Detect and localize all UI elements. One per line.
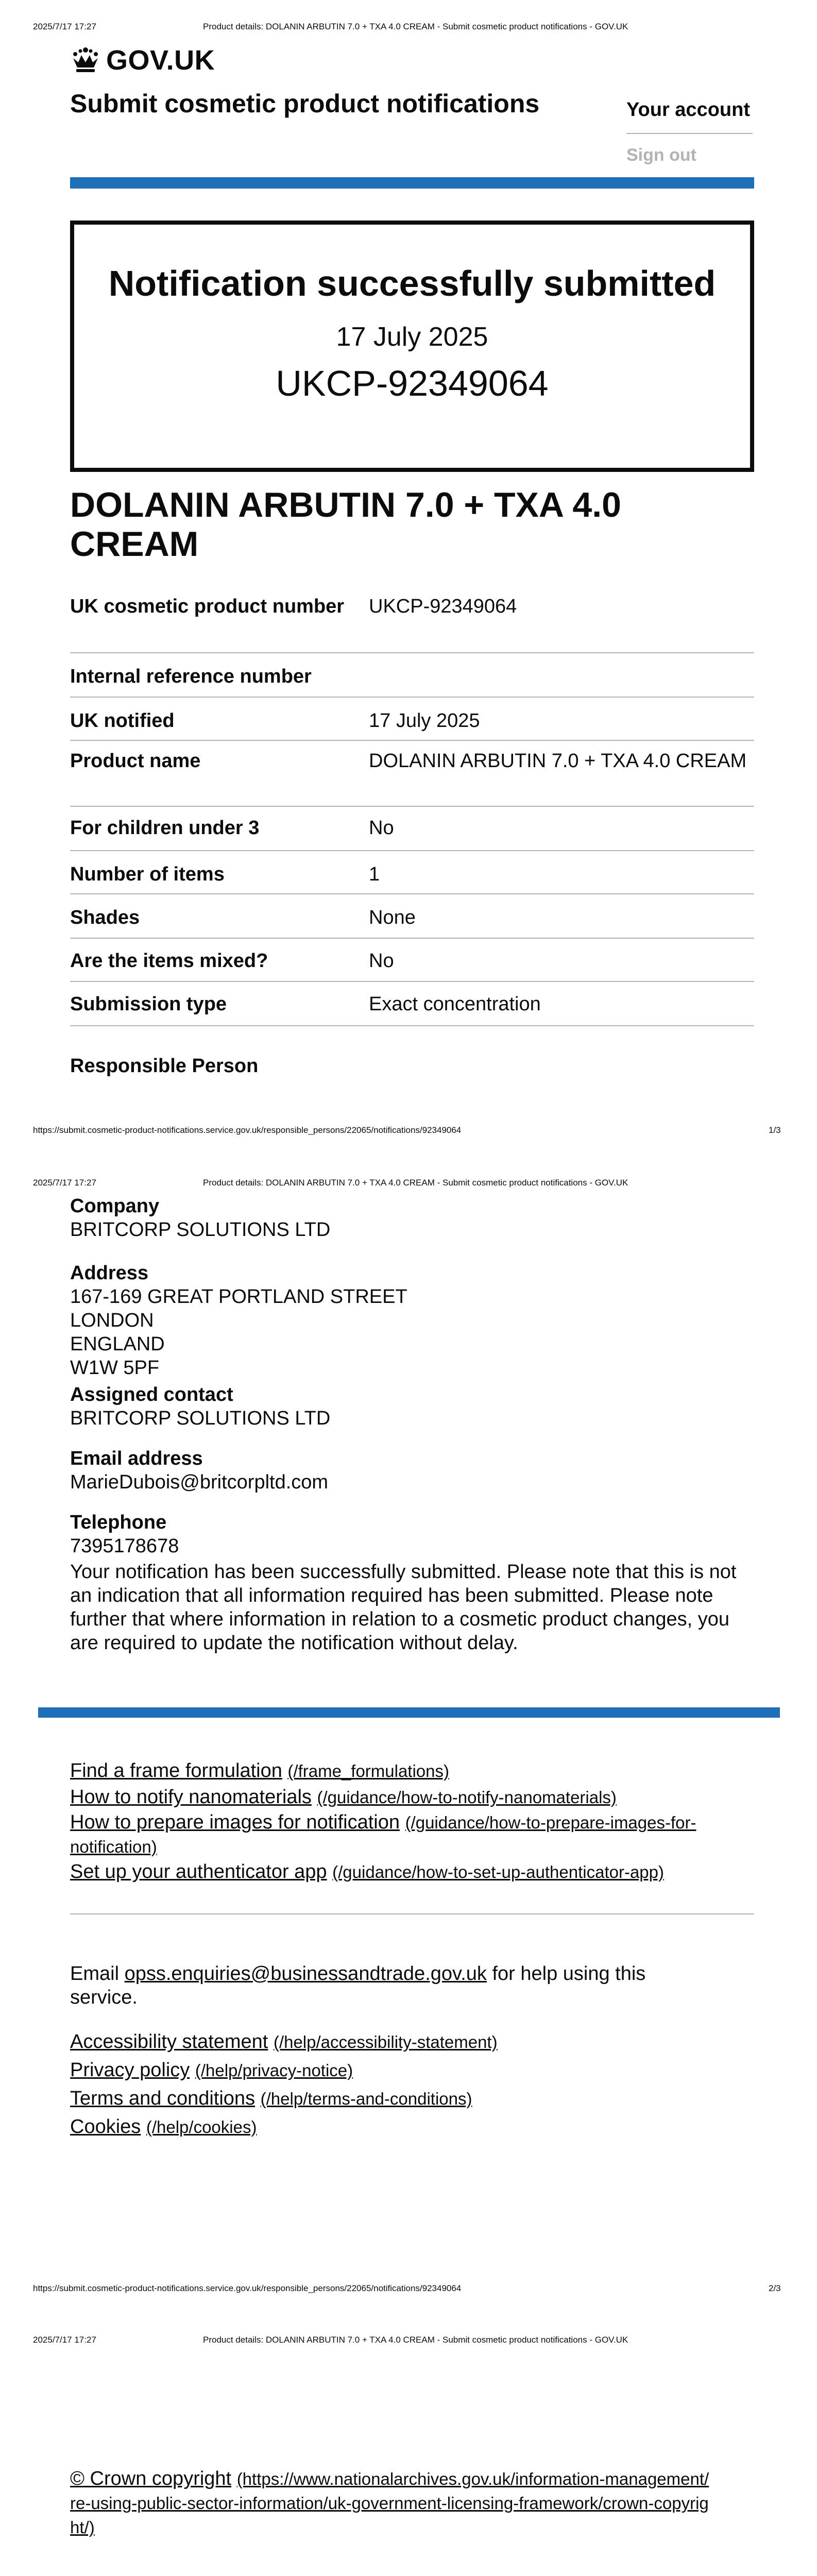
cookies-link[interactable]: Cookies (70, 2116, 141, 2138)
footer-link-item[interactable] (70, 1784, 740, 1810)
print-url: https://submit.cosmetic-product-notifications.service.gov.uk/responsible_persons/22065/notifications/92349064 (33, 1125, 462, 1135)
address-line: ENGLAND (70, 1333, 165, 1355)
link-url: (/guidance/how-to-set-up-authenticator-app) (332, 1862, 664, 1882)
link-url: (/frame_formulations) (287, 1761, 450, 1781)
summary-row (70, 851, 754, 894)
summary-key: Number of items (70, 863, 225, 885)
link-url: (https://www.nationalarchives.gov.uk/information-management/re-using-public-sector-information/uk-government-licensing-framework/crown-copyright/) (70, 2469, 709, 2537)
address-line: LONDON (70, 1310, 154, 1331)
email-suffix: for help using this service. (70, 1963, 646, 2008)
responsible-person-heading: Responsible Person (70, 1055, 259, 1077)
print-page-number: 1/3 (769, 1125, 781, 1135)
address-line: 167-169 GREAT PORTLAND STREET (70, 1286, 407, 1308)
prepare-images-link[interactable]: How to prepare images for notification (70, 1811, 400, 1833)
govuk-logo[interactable] (70, 44, 215, 76)
print-page-number: 2/3 (769, 2283, 781, 2293)
summary-row (70, 587, 754, 653)
summary-row (70, 982, 754, 1026)
summary-value: 1 (369, 863, 380, 885)
summary-key: UK notified (70, 710, 175, 732)
panel-reference: UKCP-92349064 (276, 363, 549, 403)
print-doc-title: Product details: DOLANIN ARBUTIN 7.0 + TXA 4.0 CREAM - Submit cosmetic product notifications - GOV.UK (203, 2335, 628, 2345)
link-url: (/help/cookies) (146, 2117, 257, 2137)
summary-key: UK cosmetic product number (70, 596, 345, 617)
address-line: W1W 5PF (70, 1357, 160, 1379)
terms-link[interactable]: Terms and conditions (70, 2088, 256, 2109)
meta-link-item[interactable] (70, 2084, 740, 2113)
crown-copyright (70, 2467, 714, 2539)
summary-key: Internal reference number (70, 666, 312, 687)
summary-row (70, 653, 754, 698)
panel-date: 17 July 2025 (336, 322, 488, 352)
link-url: (/help/terms-and-conditions) (260, 2089, 472, 2108)
frame-formulation-link[interactable]: Find a frame formulation (70, 1760, 282, 1782)
summary-key: Shades (70, 907, 140, 928)
account-divider (626, 133, 753, 134)
summary-row (70, 741, 754, 807)
confirmation-panel (70, 221, 754, 472)
meta-link-item[interactable] (70, 2028, 740, 2056)
summary-value: 17 July 2025 (369, 710, 480, 732)
link-url: (/guidance/how-to-notify-nanomaterials) (317, 1788, 617, 1807)
product-heading: DOLANIN ARBUTIN 7.0 + TXA 4.0 CREAM (70, 485, 621, 564)
nanomaterials-link[interactable]: How to notify nanomaterials (70, 1786, 312, 1808)
print-doc-title: Product details: DOLANIN ARBUTIN 7.0 + TXA 4.0 CREAM - Submit cosmetic product notifications - GOV.UK (203, 1178, 628, 1188)
print-url: https://submit.cosmetic-product-notifications.service.gov.uk/responsible_persons/22065/notifications/92349064 (33, 2283, 462, 2293)
logo-text: GOV.UK (106, 45, 215, 76)
sign-out-link[interactable]: Sign out (626, 145, 696, 165)
meta-links (70, 2028, 740, 2141)
print-timestamp: 2025/7/17 17:27 (33, 1178, 96, 1188)
product-summary-list (70, 587, 754, 1026)
print-doc-title: Product details: DOLANIN ARBUTIN 7.0 + TXA 4.0 CREAM - Submit cosmetic product notifications - GOV.UK (203, 22, 628, 31)
assigned-contact-label: Assigned contact (70, 1384, 233, 1405)
address-label: Address (70, 1262, 149, 1284)
print-timestamp: 2025/7/17 17:27 (33, 2335, 96, 2345)
summary-value (369, 665, 754, 697)
summary-value: UKCP-92349064 (369, 596, 517, 617)
header-blue-bar (70, 177, 754, 189)
responsible-person-details (70, 1194, 754, 1655)
print-timestamp: 2025/7/17 17:27 (33, 22, 96, 31)
link-url: (/help/privacy-notice) (195, 2061, 353, 2080)
summary-row (70, 894, 754, 939)
company-value: BRITCORP SOLUTIONS LTD (70, 1219, 331, 1241)
authenticator-app-link[interactable]: Set up your authenticator app (70, 1861, 327, 1883)
crown-copyright-link[interactable]: © Crown copyright (70, 2468, 232, 2489)
summary-row (70, 939, 754, 982)
crown-icon (70, 47, 101, 74)
summary-row (70, 807, 754, 851)
help-email-link[interactable]: opss.enquiries@businessandtrade.gov.uk (124, 1963, 487, 1985)
company-label: Company (70, 1195, 160, 1217)
email-prefix: Email (70, 1963, 120, 1985)
submission-notice: Your notification has been successfully submitted. Please note that this is not an indication that all information required has been submitted. Please note further that where information in relation to a cosmetic product changes, you are required to update the notification without delay. (70, 1561, 737, 1654)
telephone-value: 7395178678 (70, 1535, 179, 1557)
footer-blue-bar (38, 1707, 780, 1718)
assigned-contact-value: BRITCORP SOLUTIONS LTD (70, 1408, 331, 1429)
meta-link-item[interactable] (70, 2056, 740, 2084)
footer-link-item[interactable] (70, 1859, 740, 1885)
email-label: Email address (70, 1448, 203, 1469)
footer-divider (70, 1913, 754, 1914)
summary-value: DOLANIN ARBUTIN 7.0 + TXA 4.0 CREAM (369, 750, 747, 772)
footer-links (70, 1758, 740, 1885)
help-email-text (70, 1962, 668, 2009)
your-account-link[interactable]: Your account (626, 99, 750, 121)
summary-key: Submission type (70, 993, 227, 1015)
footer-link-item[interactable] (70, 1758, 740, 1784)
summary-key: Are the items mixed? (70, 950, 268, 972)
email-value: MarieDubois@britcorpltd.com (70, 1471, 329, 1493)
link-url: (/help/accessibility-statement) (273, 2032, 498, 2052)
summary-value: None (369, 907, 416, 928)
service-name[interactable]: Submit cosmetic product notifications (70, 89, 540, 118)
summary-value: Exact concentration (369, 993, 541, 1015)
summary-key: Product name (70, 750, 201, 772)
privacy-policy-link[interactable]: Privacy policy (70, 2059, 190, 2081)
summary-row (70, 698, 754, 741)
link-url: (/guidance/how-to-prepare-images-for-notification) (70, 1813, 696, 1856)
footer-link-item[interactable] (70, 1810, 740, 1859)
meta-link-item[interactable] (70, 2113, 740, 2141)
summary-value: No (369, 817, 394, 839)
accessibility-statement-link[interactable]: Accessibility statement (70, 2031, 268, 2053)
panel-title: Notification successfully submitted (108, 263, 716, 303)
telephone-label: Telephone (70, 1512, 167, 1533)
summary-value: No (369, 950, 394, 972)
summary-key: For children under 3 (70, 817, 260, 839)
